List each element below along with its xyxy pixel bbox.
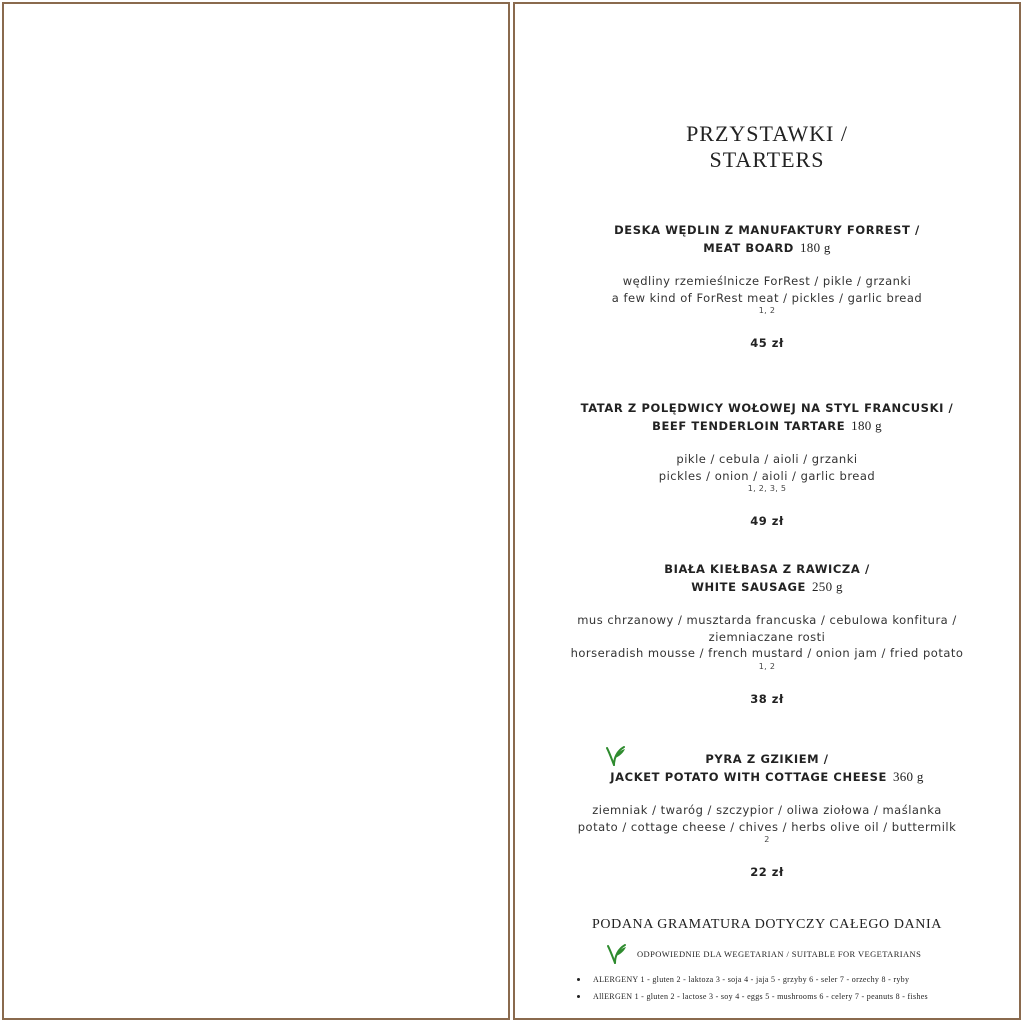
leaf-sprout-icon bbox=[605, 942, 629, 966]
menu-item bbox=[515, 751, 1019, 879]
menu-item bbox=[515, 561, 1019, 706]
dish-name bbox=[515, 561, 1019, 596]
dish-name-line1: DESKA WĘDLIN Z MANUFAKTURY FORREST / bbox=[614, 223, 920, 237]
section-title-line1: PRZYSTAWKI / bbox=[686, 121, 848, 146]
vegetarian-legend-text: ODPOWIEDNIE DLA WEGETARIAN / SUITABLE FOR VEGETARIANS bbox=[637, 949, 922, 959]
dish-name bbox=[515, 400, 1019, 435]
dish-description-en: pickles / onion / aioli / garlic bread bbox=[658, 468, 876, 483]
right-page bbox=[513, 2, 1021, 1020]
allergen-list bbox=[573, 974, 928, 1008]
dish-allergens: 1, 2 bbox=[758, 661, 776, 671]
dish-description bbox=[515, 802, 1019, 835]
dish-name-line2: WHITE SAUSAGE bbox=[691, 580, 806, 594]
dish-allergens: 1, 2 bbox=[758, 306, 776, 315]
dish-name-line2: BEEF TENDERLOIN TARTARE bbox=[652, 419, 846, 433]
dish-description-en: a few kind of ForRest meat / pickles / garlic bread bbox=[611, 290, 923, 305]
allergen-list-en: AllERGEN 1 - gluten 2 - lactose 3 - soy 4 - eggs 5 - mushrooms 6 - celery 7 - peanuts 8 - fishes bbox=[573, 991, 928, 1002]
section-title-line2: STARTERS bbox=[709, 147, 825, 172]
portion-note: PODANA GRAMATURA DOTYCZY CAŁEGO DANIA bbox=[592, 917, 942, 932]
dish-price: 49 zł bbox=[750, 514, 784, 528]
dish-weight: 180 g bbox=[851, 418, 882, 433]
dish-price: 45 zł bbox=[750, 336, 784, 350]
section-title bbox=[515, 121, 1019, 173]
dish-description bbox=[515, 273, 1019, 306]
dish-weight: 250 g bbox=[812, 579, 843, 594]
dish-weight: 180 g bbox=[799, 240, 831, 255]
dish-description-pl: mus chrzanowy / musztarda francuska / cebulowa konfitura / ziemniaczane rosti bbox=[577, 613, 957, 644]
menu-item bbox=[515, 400, 1019, 528]
dish-name bbox=[515, 751, 1019, 786]
dish-name-line1: PYRA Z GZIKIEM / bbox=[705, 752, 829, 766]
dish-description-en: potato / cottage cheese / chives / herbs olive oil / buttermilk bbox=[577, 819, 957, 834]
vegetarian-legend bbox=[605, 943, 921, 965]
menu-item bbox=[515, 222, 1019, 350]
dish-description-pl: pikle / cebula / aioli / grzanki bbox=[676, 452, 858, 466]
dish-allergens: 1, 2, 3, 5 bbox=[747, 484, 787, 493]
dish-name-line2: MEAT BOARD bbox=[703, 241, 794, 255]
dish-allergens: 2 bbox=[764, 835, 770, 844]
dish-name-line2: JACKET POTATO WITH COTTAGE CHEESE bbox=[610, 770, 887, 784]
dish-weight: 360 g bbox=[892, 769, 924, 784]
dish-price: 22 zł bbox=[750, 865, 784, 879]
dish-name bbox=[515, 222, 1019, 257]
left-page bbox=[2, 2, 510, 1020]
dish-description-en: horseradish mousse / french mustard / onion jam / fried potato bbox=[570, 646, 964, 660]
dish-name-line1: BIAŁA KIEŁBASA Z RAWICZA / bbox=[664, 562, 870, 576]
dish-description bbox=[515, 612, 1019, 662]
dish-description-pl: wędliny rzemieślnicze ForRest / pikle / grzanki bbox=[622, 274, 912, 288]
dish-description bbox=[515, 451, 1019, 484]
dish-name-line1: TATAR Z POLĘDWICY WOŁOWEJ NA STYL FRANCUSKI / bbox=[580, 401, 954, 415]
dish-price: 38 zł bbox=[750, 691, 784, 706]
dish-description-pl: ziemniak / twaróg / szczypior / oliwa ziołowa / maślanka bbox=[592, 803, 942, 817]
allergen-list-pl: ALERGENY 1 - gluten 2 - laktoza 3 - soja 4 - jaja 5 - grzyby 6 - seler 7 - orzechy 8 - ryby bbox=[573, 974, 928, 985]
